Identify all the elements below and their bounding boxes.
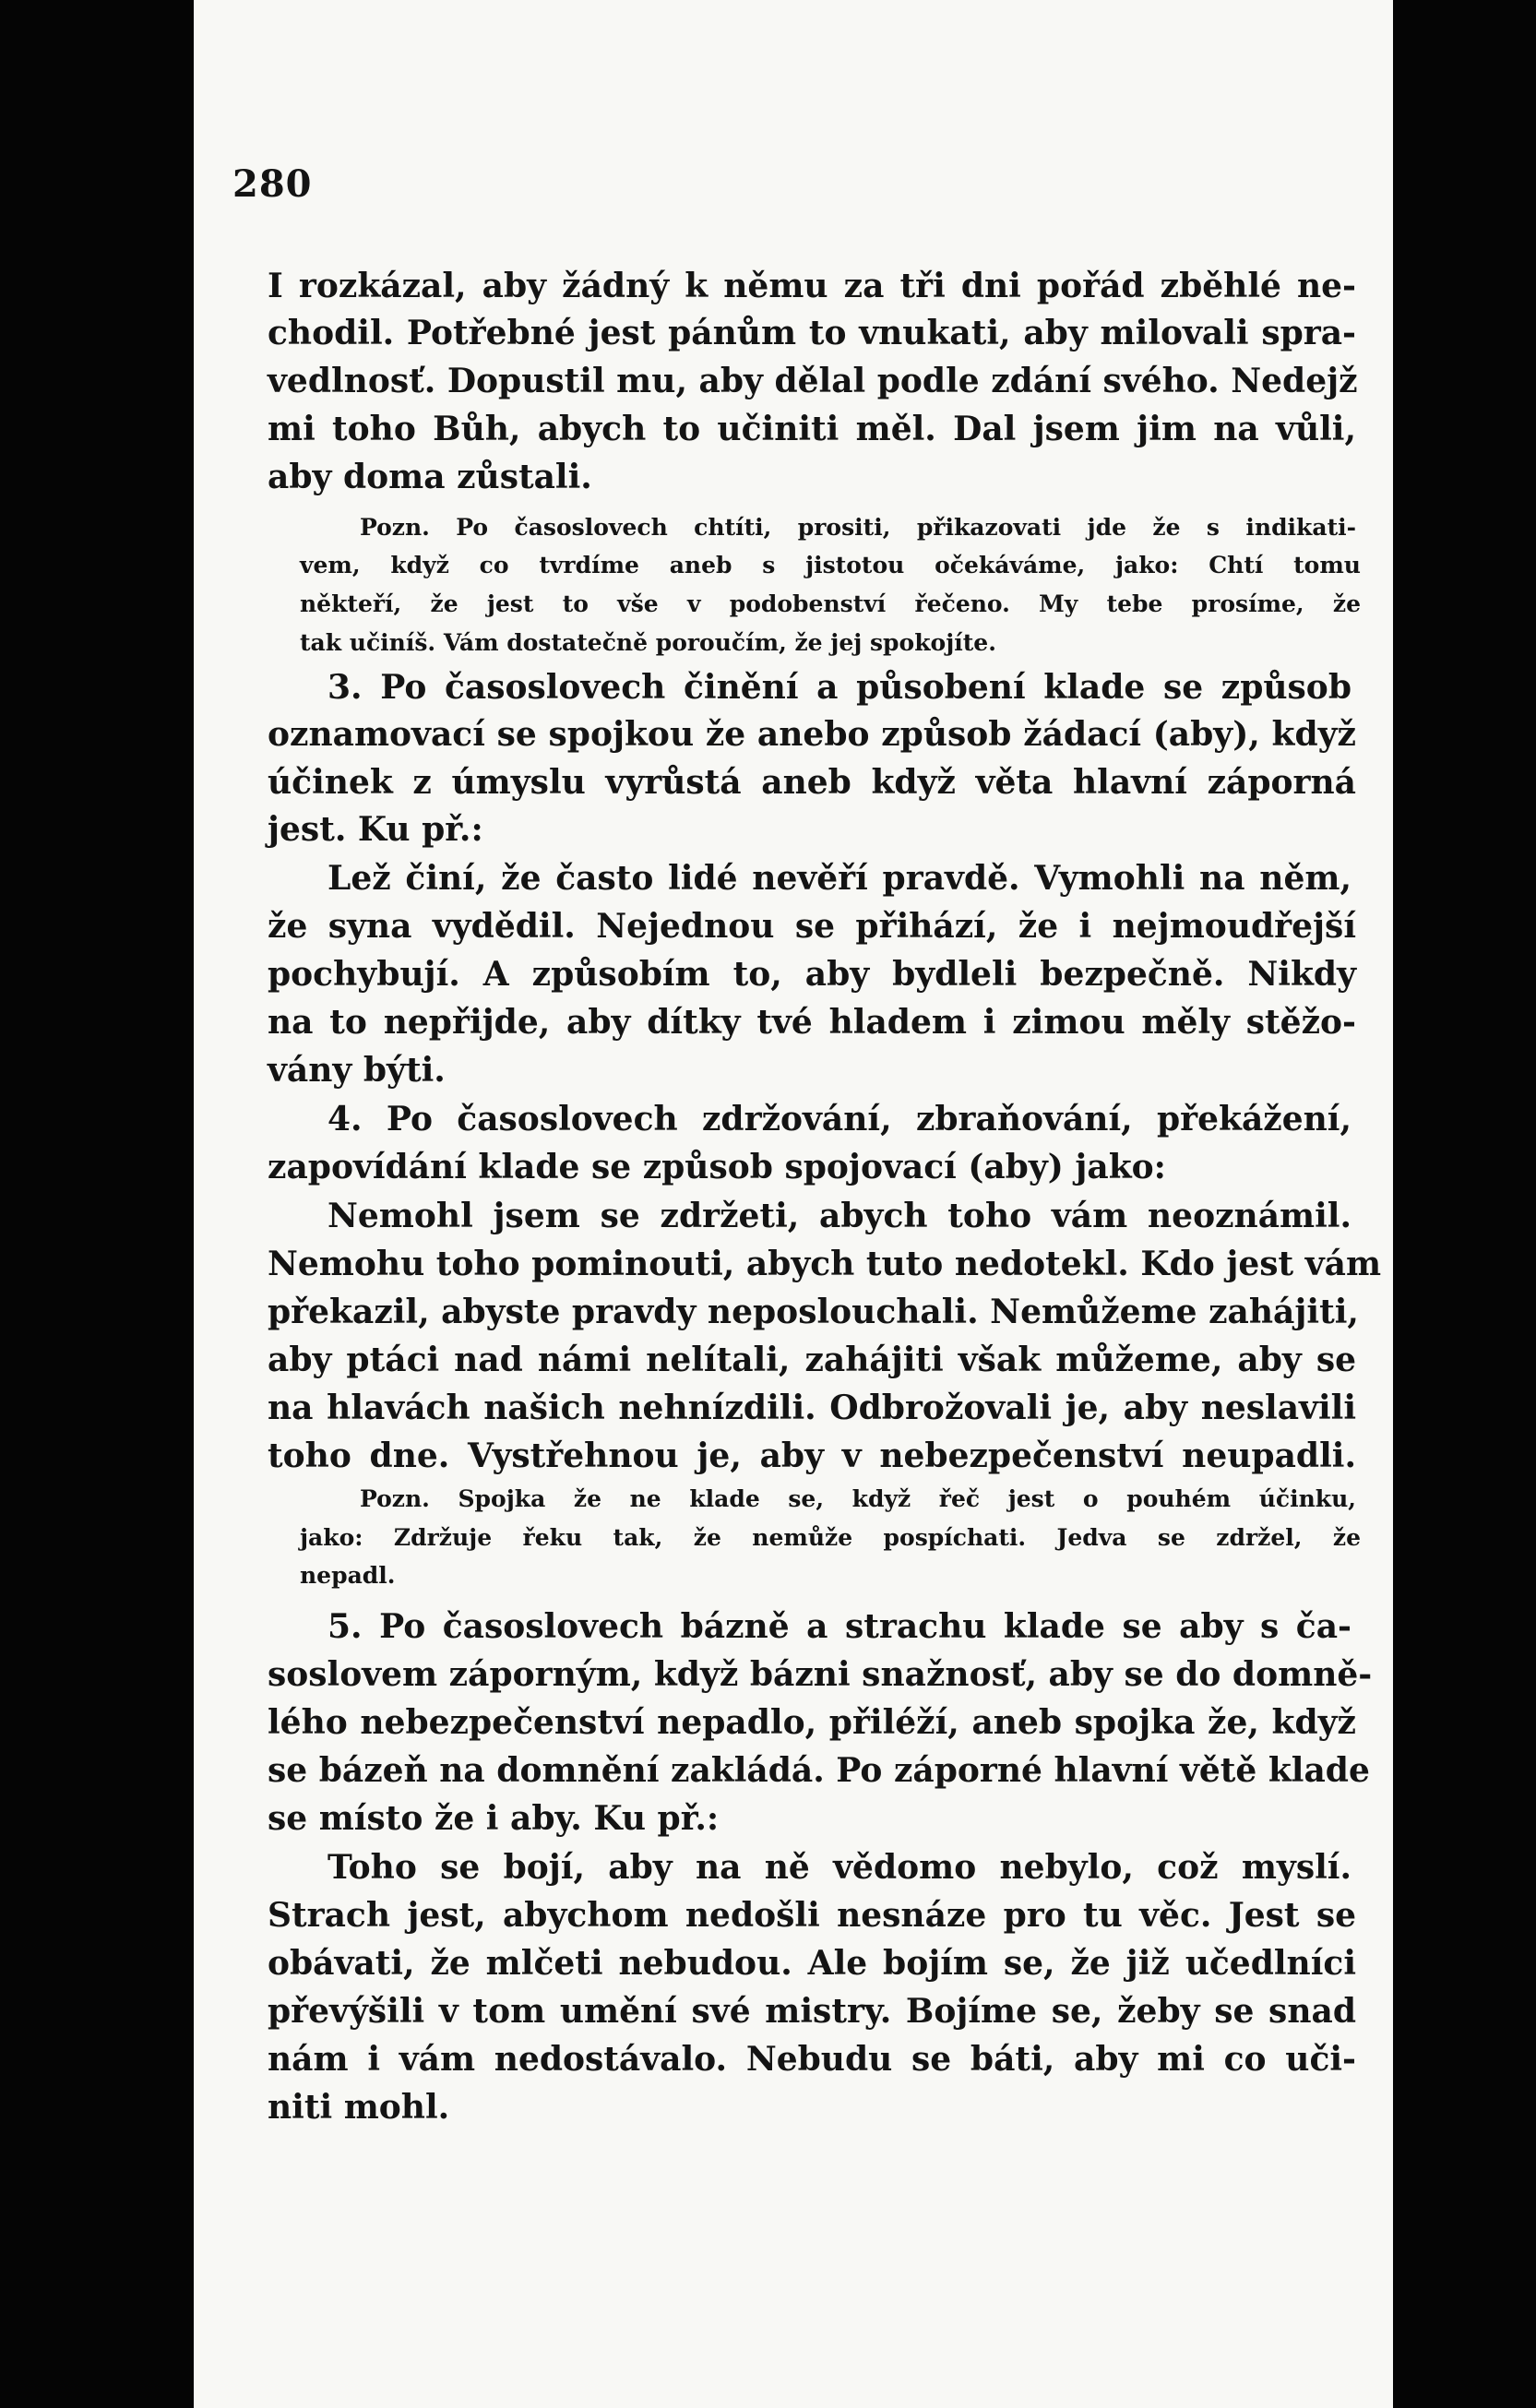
text-line: 3. Po časoslovech činění a působení klade se způsob (327, 668, 1351, 707)
text-line: pochybují. A způsobím to, aby bydleli bezpečně. Nikdy (268, 955, 1356, 994)
text-line: se místo že i aby. Ku př.: (268, 1799, 720, 1838)
text-line: chodil. Potřebné jest pánům to vnukati, aby milovali spra- (268, 314, 1356, 352)
note-line: nepadl. (300, 1562, 396, 1589)
text-line: obávati, že mlčeti nebudou. Ale bojím se, že již učedlníci (268, 1944, 1356, 1983)
text-line: 5. Po časoslovech bázně a strachu klade se aby s ča- (327, 1607, 1351, 1646)
text-line: I rozkázal, aby žádný k němu za tři dni pořád zběhlé ne- (268, 267, 1356, 305)
note-line: Pozn. Spojka že ne klade se, když řeč jest o pouhém účinku, (360, 1485, 1356, 1512)
text-line: na to nepřijde, aby dítky tvé hladem i zimou měly stěžo- (268, 1003, 1356, 1042)
text-line: na hlavách našich nehnízdili. Odbrožovali je, aby neslavili (268, 1389, 1356, 1427)
text-line: překazil, abyste pravdy neposlouchali. Nemůžeme zaháјiti, (268, 1293, 1359, 1331)
text-line: Nemohu toho pominouti, abych tuto nedotekl. Kdo jest vám (268, 1245, 1382, 1283)
text-line: nám i vám nedostávalo. Nebudu se báti, aby mi co uči- (268, 2040, 1356, 2079)
text-line: lého nebezpečenství nepadlo, přiléží, aneb spojka že, když (268, 1703, 1356, 1742)
book-page (194, 0, 1393, 2408)
text-line: Strach jest, abychom nedošli nesnáze pro tu věc. Jest se (268, 1896, 1356, 1935)
page-number: 280 (232, 162, 313, 206)
text-line: aby doma zůstali. (268, 458, 592, 496)
text-line: vedlnosť. Dopustil mu, aby dělal podle zdání svého. Nedejž (268, 362, 1358, 400)
text-line: Lež činí, že často lidé nevěří pravdě. Vymohli na něm, (327, 859, 1351, 898)
text-line: toho dne. Vystřehnou je, aby v nebezpečenství neupadli. (268, 1436, 1356, 1475)
text-line: 4. Po časoslovech zdržování, zbraňování, překážení, (327, 1100, 1351, 1138)
text-line: vány býti. (268, 1051, 446, 1090)
text-line: aby ptáci nad námi nelítali, zaháјiti však můžeme, aby se (268, 1341, 1356, 1379)
text-line: Nemohl jsem se zdržeti, abych toho vám neoznámil. (327, 1197, 1351, 1235)
text-line: niti mohl. (268, 2088, 450, 2127)
text-line: jest. Ku př.: (268, 810, 483, 849)
note-line: jako: Zdržuje řeku tak, že nemůže pospíchati. Jedva se zdržel, že (300, 1524, 1361, 1551)
text-line: zapovídání klade se způsob spojovací (aby) jako: (268, 1148, 1166, 1186)
text-line: Toho se bojí, aby na ně vědomo nebylo, což myslí. (327, 1848, 1351, 1887)
text-line: oznamovací se spojkou že anebo způsob žádací (aby), když (268, 715, 1356, 754)
note-line: někteří, že jest to vše v podobenství řečeno. My tebe prosíme, že (300, 590, 1361, 617)
text-line: účinek z úmyslu vyrůstá aneb když věta hlavní záporná (268, 763, 1356, 802)
note-line: Pozn. Po časoslovech chtíti, prositi, přikazovati jde že s indikati- (360, 514, 1356, 541)
note-line: vem, když co tvrdíme aneb s jistotou očekáváme, jako: Chtí tomu (300, 552, 1361, 578)
text-line: že syna vydědil. Nejednou se přihází, že i nejmoudřejší (268, 907, 1356, 946)
note-line: tak učiníš. Vám dostatečně poroučím, že jej spokojíte. (300, 629, 996, 656)
text-line: mi toho Bůh, abych to učiniti měl. Dal jsem jim na vůli, (268, 410, 1356, 448)
text-line: soslovem záporným, když bázni snažnosť, aby se do domně- (268, 1655, 1373, 1694)
text-line: převýšili v tom umění své mistry. Bojíme se, žeby se snad (268, 1992, 1356, 2031)
text-line: se bázeň na domnění zakládá. Po záporné hlavní větě klade (268, 1751, 1370, 1790)
